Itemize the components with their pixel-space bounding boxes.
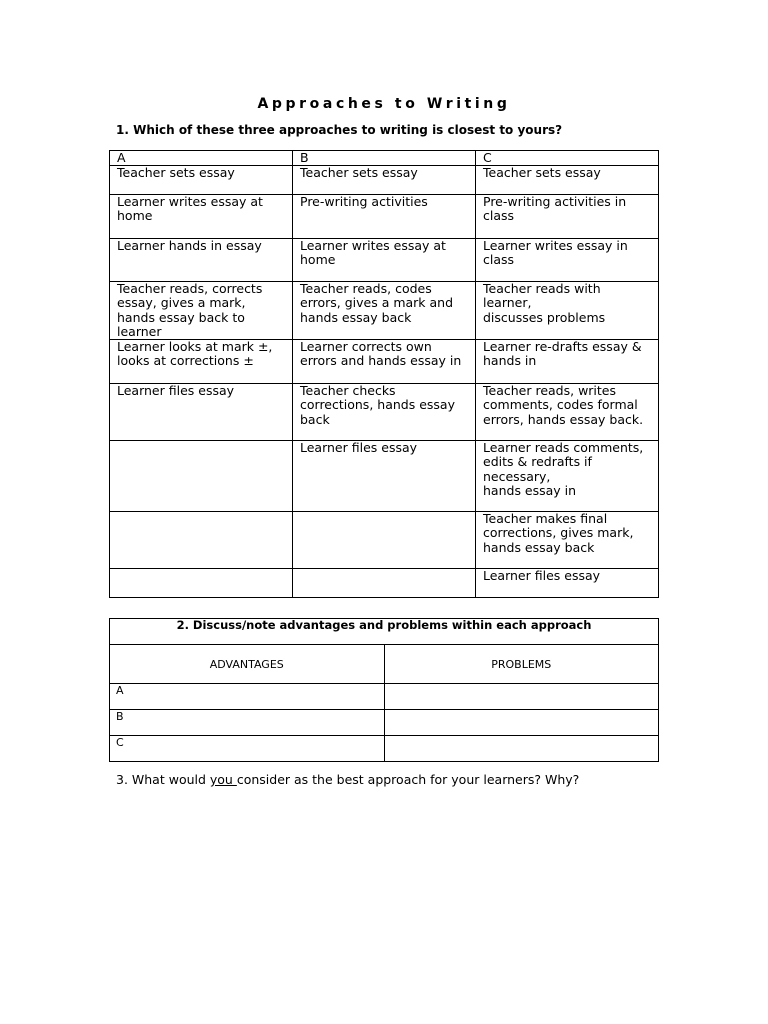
discuss-row-c — [110, 736, 659, 762]
table-cell: Teacher makes final corrections, gives mark, hands essay back — [476, 512, 659, 569]
table-cell: Pre-writing activities — [293, 195, 476, 239]
problems-cell-c — [384, 736, 659, 762]
table-cell: Learner reads comments, edits & redrafts if necessary, hands essay in — [476, 441, 659, 512]
table-row — [110, 441, 659, 512]
table-row — [110, 512, 659, 569]
table-cell: Pre-writing activities in class — [476, 195, 659, 239]
row-label-a: A — [110, 684, 385, 710]
question-3-start: 3. What would — [116, 772, 210, 787]
approaches-table — [109, 150, 659, 598]
column-header-b: B — [293, 151, 476, 166]
discuss-title-row — [110, 619, 659, 645]
table-row — [110, 569, 659, 598]
table-cell: Teacher sets essay — [110, 166, 293, 195]
table-cell: Teacher sets essay — [476, 166, 659, 195]
table-cell: Learner writes essay at home — [110, 195, 293, 239]
question-1: 1. Which of these three approaches to writing is closest to yours? — [116, 123, 563, 137]
table-cell: Teacher checks corrections, hands essay back — [293, 384, 476, 441]
column-header-a: A — [110, 151, 293, 166]
discuss-header-row — [110, 645, 659, 684]
table-cell: Learner hands in essay — [110, 239, 293, 282]
table-row — [110, 384, 659, 441]
question-3-end: consider as the best approach for your learners? Why? — [236, 772, 580, 787]
table-row — [110, 340, 659, 384]
table-row — [110, 282, 659, 340]
problems-cell-b — [384, 710, 659, 736]
table-cell: Learner corrects own errors and hands essay in — [293, 340, 476, 384]
table-cell: Learner writes essay in class — [476, 239, 659, 282]
table-cell — [110, 569, 293, 598]
table-cell: Teacher reads, codes errors, gives a mark and hands essay back — [293, 282, 476, 340]
question-3-underlined: you — [209, 772, 237, 787]
table-row — [110, 166, 659, 195]
table-cell — [293, 512, 476, 569]
table-cell: Teacher reads, writes comments, codes formal errors, hands essay back. — [476, 384, 659, 441]
row-label-b: B — [110, 710, 385, 736]
discuss-row-a — [110, 684, 659, 710]
problems-cell-a — [384, 684, 659, 710]
table-row — [110, 239, 659, 282]
table-cell: Learner files essay — [476, 569, 659, 598]
discuss-row-b — [110, 710, 659, 736]
table-cell: Learner files essay — [293, 441, 476, 512]
table-cell: Learner writes essay at home — [293, 239, 476, 282]
discuss-table — [109, 618, 659, 762]
table-cell: Teacher reads with learner, discusses problems — [476, 282, 659, 340]
table-cell — [293, 569, 476, 598]
table-header-row — [110, 151, 659, 166]
table-cell — [110, 512, 293, 569]
table-cell: Learner looks at mark ±, looks at corrections ± — [110, 340, 293, 384]
row-label-c: C — [110, 736, 385, 762]
advantages-header: ADVANTAGES — [110, 645, 385, 684]
table-cell: Learner re-drafts essay & hands in — [476, 340, 659, 384]
table-cell: Teacher reads, corrects essay, gives a mark, hands essay back to learner — [110, 282, 293, 340]
question-3 — [116, 772, 579, 787]
page-title: Approaches to Writing — [257, 96, 511, 112]
table-cell: Teacher sets essay — [293, 166, 476, 195]
problems-header: PROBLEMS — [384, 645, 659, 684]
column-header-c: C — [476, 151, 659, 166]
table-cell — [110, 441, 293, 512]
table-row — [110, 195, 659, 239]
table-cell: Learner files essay — [110, 384, 293, 441]
discuss-title: 2. Discuss/note advantages and problems within each approach — [110, 619, 659, 645]
